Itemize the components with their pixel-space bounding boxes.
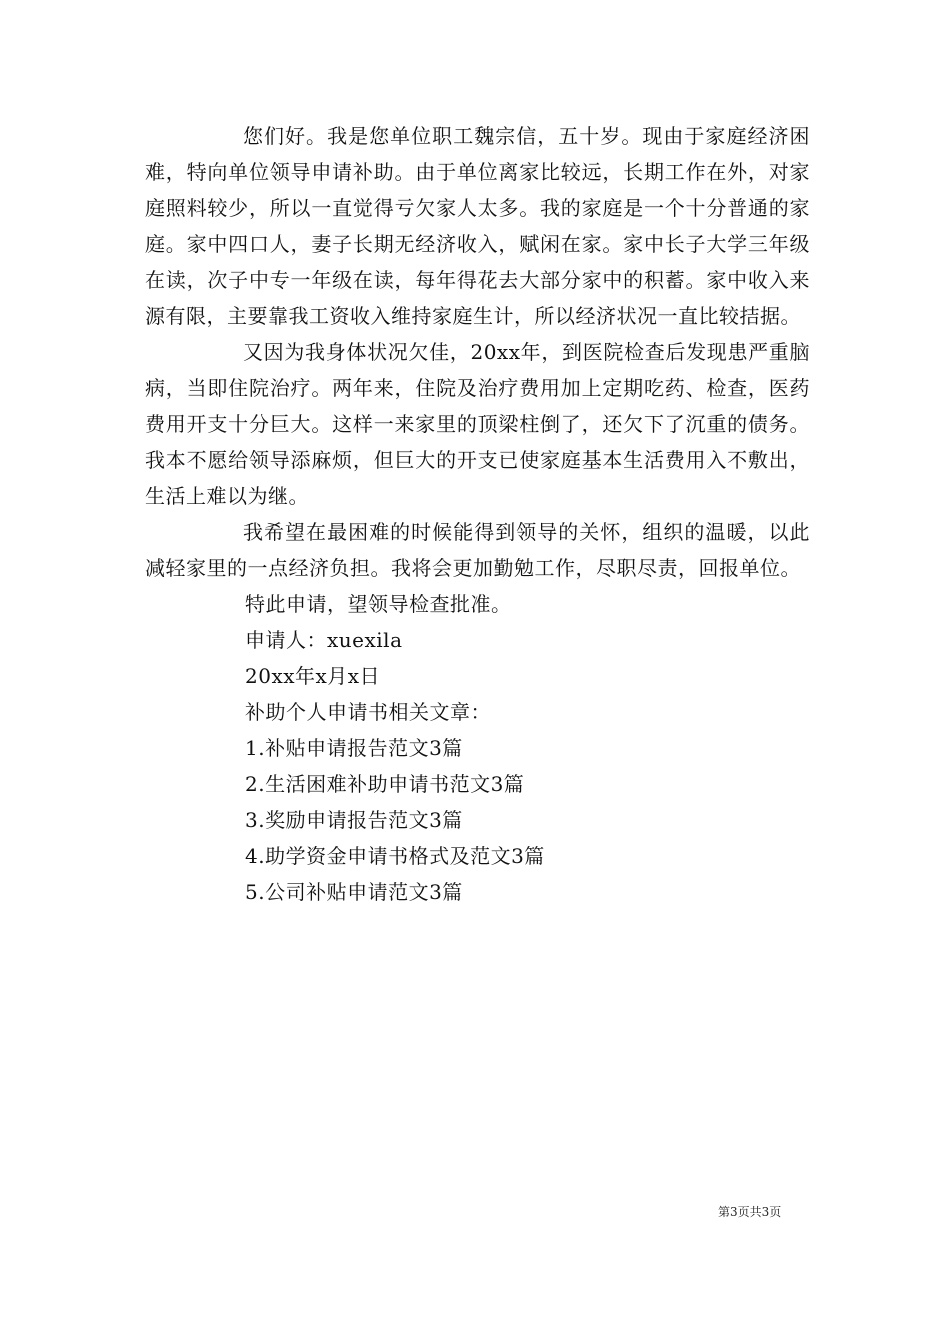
- date-line: 20xx年x月x日: [245, 664, 381, 688]
- related-article-link[interactable]: 2.生活困难补助申请书范文3篇: [245, 772, 525, 796]
- closing-line: 特此申请，望领导检查批准。: [245, 592, 512, 616]
- related-article-link[interactable]: 5.公司补贴申请范文3篇: [245, 880, 463, 904]
- page-number-footer: 第3页共3页: [718, 1205, 782, 1219]
- paragraph-illness: 又因为我身体状况欠佳，20xx年，到医院检查后发现患严重脑病，当即住院治疗。两年来，住院及治疗费用加上定期吃药、检查，医药费用开支十分巨大。这样一来家里的顶梁柱倒了，还欠下了沉重的债务。我本不愿给领导添麻烦，但巨大的开支已使家庭基本生活费用入不敷出，生活上难以为继。: [145, 340, 810, 508]
- document-body: [145, 118, 810, 910]
- related-article-link[interactable]: 1.补贴申请报告范文3篇: [245, 736, 463, 760]
- related-articles-heading: 补助个人申请书相关文章：: [245, 700, 491, 724]
- paragraph-family-situation: 您们好。我是您单位职工魏宗信，五十岁。现由于家庭经济困难，特向单位领导申请补助。由于单位离家比较远，长期工作在外，对家庭照料较少，所以一直觉得亏欠家人太多。我的家庭是一个十分普通的家庭。家中四口人，妻子长期无经济收入，赋闲在家。家中长子大学三年级在读，次子中专一年级在读，每年得花去大部分家中的积蓄。家中收入来源有限，主要靠我工资收入维持家庭生计，所以经济状况一直比较拮据。: [145, 124, 810, 328]
- applicant-line: 申请人：xuexila: [245, 628, 403, 652]
- related-article-link[interactable]: 3.奖励申请报告范文3篇: [245, 808, 463, 832]
- related-article-link[interactable]: 4.助学资金申请书格式及范文3篇: [245, 844, 545, 868]
- paragraph-request: 我希望在最困难的时候能得到领导的关怀，组织的温暖，以此减轻家里的一点经济负担。我将会更加勤勉工作，尽职尽责，回报单位。: [145, 520, 810, 580]
